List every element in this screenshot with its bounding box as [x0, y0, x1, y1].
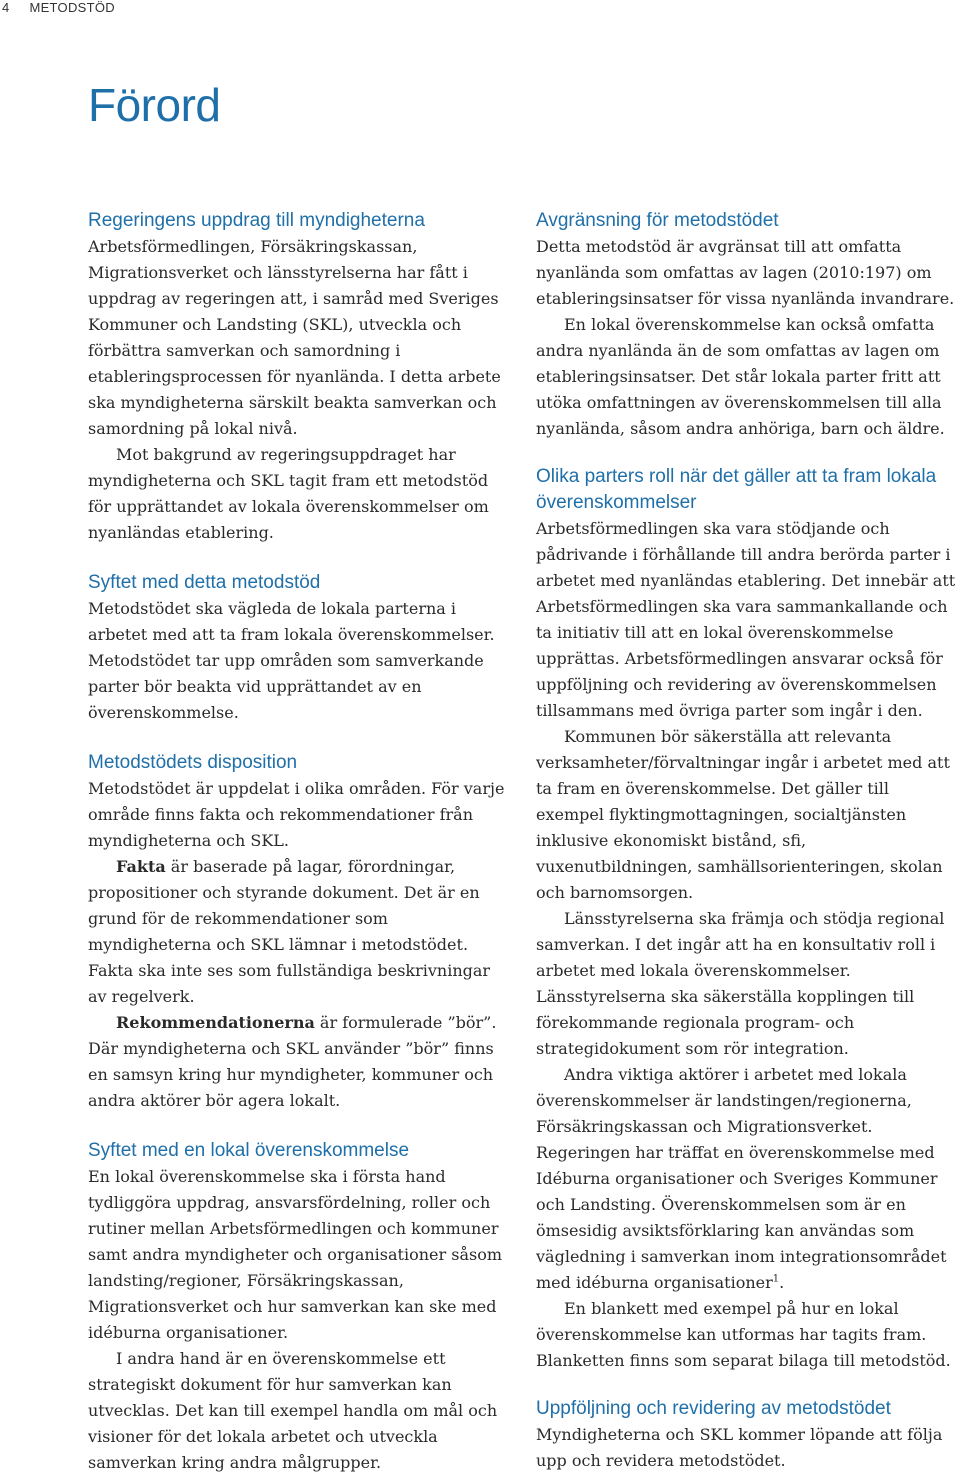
right-column [536, 208, 958, 1474]
heading-regeringens-uppdrag: Regeringens uppdrag till myndigheterna [88, 210, 425, 231]
page-number: 4 [2, 0, 10, 15]
paragraph: En blankett med exempel på hur en lokal överenskommelse kan utformas har tagits fram. Blanketten finns som separat bilaga till metodstöd. [536, 1299, 951, 1370]
heading-disposition: Metodstödets disposition [88, 752, 298, 773]
paragraph: En lokal överenskommelse ska i första hand tydliggöra uppdrag, ansvarsfördelning, roller och rutiner mellan Arbetsförmedlingen och kommuner samt andra myndigheter och organisationer såsom landsting/regioner, Försäkringskassan, Migrationsverket och hur samverkan kan ske med idéburna organisationer. [88, 1167, 502, 1342]
heading-parters-roll: Olika parters roll när det gäller att ta fram lokala överenskommelser [536, 466, 937, 513]
heading-syftet-metodstod: Syftet med detta metodstöd [88, 572, 321, 593]
paragraph: Kommunen bör säkerställa att relevanta verksamheter/förvaltningar ingår i arbetet med att ta fram en överenskommelse. Det gäller till exempel flyktingmottagningen, socialtjänsten inklusive ekonomiskt bistånd, sfi, vuxenutbildningen, samhällsorienteringen, skolan och barnomsorgen. [536, 727, 950, 902]
paragraph-footnoted: Andra viktiga aktörer i arbetet med lokala överenskommelser är landstingen/regionerna, Försäkringskassan och Migrationsverket. Regeringen har träffat en överenskommelse med Idéburna organisationer och Sveriges Kommuner och Landsting. Överenskommelsen som är en ömsesidig avsiktsförklaring kan användas som vägledning i samverkan inom integrationsområdet med idéburna organisationer$^1$. [536, 1065, 947, 1292]
section-name: METODSTÖD [29, 0, 115, 15]
paragraph: I andra hand är en överenskommelse ett strategiskt dokument för hur samverkan kan utvecklas. Det kan till exempel handla om mål och visioner för det lokala arbetet och utveckla samverkan kring andra målgrupper. [88, 1349, 498, 1472]
left-column [88, 208, 513, 1476]
paragraph-rekommendationer: Rekommendationerna är formulerade ”bör”. Där myndigheterna och SKL använder ”bör” finns en samsyn kring hur myndigheter, kommuner och andra aktörer bör agera lokalt. [88, 1013, 497, 1110]
paragraph: Mot bakgrund av regeringsuppdraget har myndigheterna och SKL tagit fram ett metodstöd för upprättandet av lokala överenskommelser om nyanländas etablering. [88, 445, 489, 542]
paragraph: Arbetsförmedlingen ska vara stödjande och pådrivande i förhållande till andra berörda parter i arbetet med nyanländas etablering. Det innebär att Arbetsförmedlingen ska vara sammankallande och ta initiativ till att en lokal överenskommelse upprättas. Arbetsförmedlingen ansvarar också för uppföljning och revidering av överenskommelsen tillsammans med övriga parter som ingår i den. [536, 519, 956, 720]
paragraph: En lokal överenskommelse kan också omfatta andra nyanlända än de som omfattas av lagen om etableringsinsatser. Det står lokala parter fritt att utöka omfattningen av överenskommelsen till alla nyanlända, såsom andra anhöriga, barn och äldre. [536, 315, 945, 438]
paragraph: Detta metodstöd är avgränsat till att omfatta nyanlända som omfattas av lagen (2010:197) om etableringsinsatser för vissa nyanlända invandrare. [536, 237, 955, 308]
paragraph-fakta: Fakta är baserade på lagar, förordningar, propositioner och styrande dokument. Det är en grund för de rekommendationer som myndigheterna och SKL lämnar i metodstödet. Fakta ska inte ses som fullständiga beskrivningar av regelverk. [88, 857, 491, 1006]
term-fakta: Fakta [116, 857, 166, 876]
heading-uppfoljning: Uppföljning och revidering av metodstödet [536, 1398, 891, 1419]
heading-avgransning: Avgränsning för metodstödet [536, 210, 779, 231]
running-header [2, 0, 115, 15]
paragraph: Arbetsförmedlingen, Försäkringskassan, Migrationsverket och länsstyrelserna har fått i uppdrag av regeringen att, i samråd med Sveriges Kommuner och Landsting (SKL), utveckla och förbättra samverkan och samordning i etableringsprocessen för nyanlända. I detta arbete ska myndigheterna särskilt beakta samverkan och samordning på lokal nivå. [88, 237, 501, 438]
paragraph: Metodstödet är uppdelat i olika områden. För varje område finns fakta och rekommendationer från myndigheterna och SKL. [88, 779, 505, 850]
page-title: Förord [88, 79, 221, 131]
term-rekommendationerna: Rekommendationerna [116, 1013, 315, 1032]
heading-syftet-overenskommelse: Syftet med en lokal överenskommelse [88, 1140, 410, 1161]
paragraph: Myndigheterna och SKL kommer löpande att följa upp och revidera metodstödet. [536, 1425, 943, 1470]
paragraph: Metodstödet ska vägleda de lokala parterna i arbetet med att ta fram lokala överenskommelser. Metodstödet tar upp områden som samverkande parter bör beakta vid upprättandet av en överenskommelse. [88, 599, 495, 722]
footnote-marker: 1 [772, 1273, 780, 1285]
paragraph: Länsstyrelserna ska främja och stödja regional samverkan. I det ingår att ha en konsultativ roll i arbetet med lokala överenskommelser. Länsstyrelserna ska säkerställa kopplingen till förekommande regionala program- och strategidokument som rör integration. [536, 909, 945, 1058]
